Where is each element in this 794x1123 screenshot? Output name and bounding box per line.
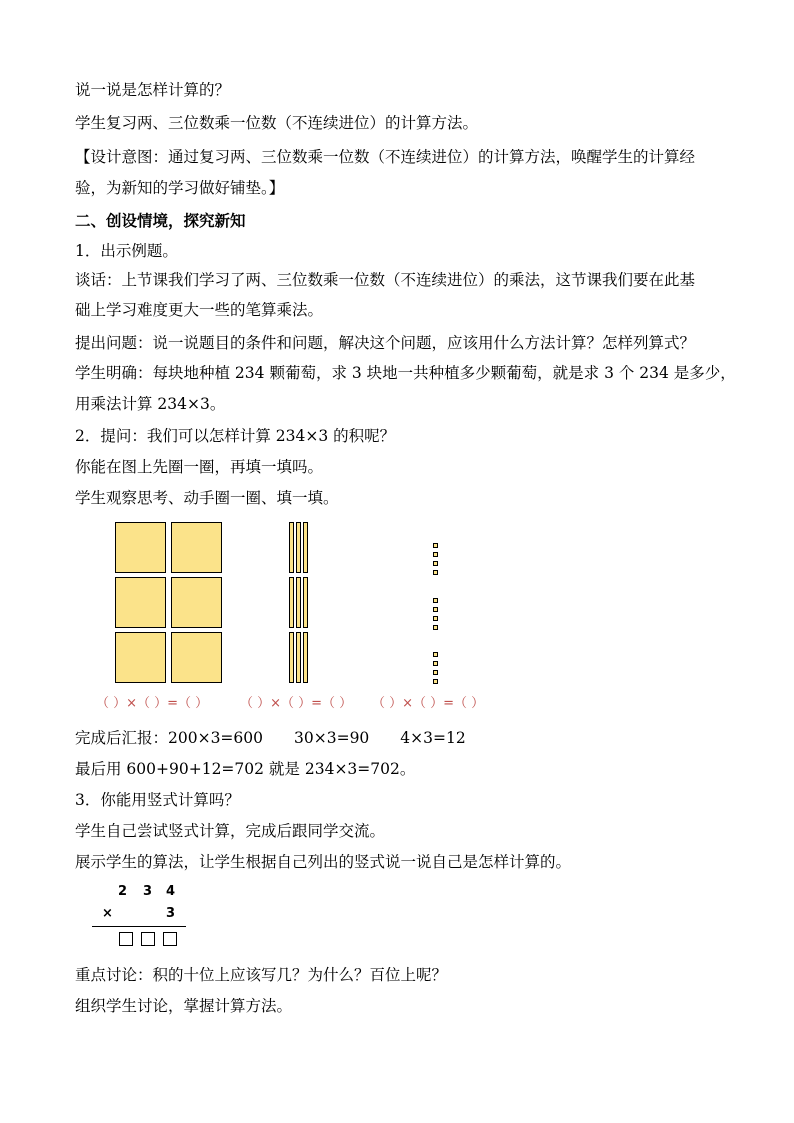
text-line: 础上学习难度更大一些的笔算乘法。 [75,301,324,319]
text-line: 学生自己尝试竖式计算，完成后跟同学交流。 [75,822,386,840]
hundred-block [171,632,222,683]
one-cube [433,679,438,684]
answer-box [119,932,133,946]
text-line: 组织学生讨论，掌握计算方法。 [75,997,293,1015]
digit: 4 [166,884,176,899]
times-sign: × [102,906,113,921]
step-heading: 3．你能用竖式计算吗？ [75,791,240,809]
text-line: 提出问题：说一说题目的条件和问题，解决这个问题，应该用什么方法计算？怎样列算式？ [75,334,696,352]
one-cube [433,625,438,630]
hundred-block [115,522,166,573]
text-line: 用乘法计算 234×3。 [75,395,226,413]
text-line: 谈话：上节课我们学习了两、三位数乘一位数（不连续进位）的乘法，这节课我们要在此基 [75,271,696,289]
text-line: 你能在图上先圈一圈，再填一填吗。 [75,458,324,476]
ten-rod [289,522,294,573]
text-line: 学生复习两、三位数乘一位数（不连续进位）的计算方法。 [75,114,479,132]
one-cube [433,652,438,657]
text-line: 说一说是怎样计算的？ [75,81,231,99]
text-line: 学生观察思考、动手圈一圈、填一填。 [75,489,339,507]
step-heading: 2．提问：我们可以怎样计算 234×3 的积呢？ [75,427,396,445]
text-line: 学生明确：每块地种植 234 颗葡萄，求 3 块地一共种植多少颗葡萄，就是求 3 个 234 是多少， [75,364,736,382]
one-cube [433,598,438,603]
underline [92,926,186,927]
one-cube [433,616,438,621]
hundred-block [115,577,166,628]
step-heading: 1．出示例题。 [75,242,178,260]
ten-rod [289,577,294,628]
text-line: 最后用 600+90+12=702 就是 234×3=702。 [75,760,416,778]
digit: 3 [143,884,153,899]
one-cube [433,543,438,548]
design-intent: 【设计意图：通过复习两、三位数乘一位数（不连续进位）的计算方法，唤醒学生的计算经 [75,148,696,166]
hundred-block [171,577,222,628]
text-line: 重点讨论：积的十位上应该写几？为什么？百位上呢？ [75,966,448,984]
hundred-block [171,522,222,573]
one-cube [433,607,438,612]
design-intent-cont: 验，为新知的学习做好铺垫。】 [75,179,285,197]
ten-rod [296,632,301,683]
fill-in-equation: （ ）×（ ）=（ ） [240,696,353,711]
ten-rod [303,577,308,628]
report-line: 完成后汇报：200×3=600 30×3=90 4×3=12 [75,729,466,747]
ten-rod [303,632,308,683]
ten-rod [289,632,294,683]
answer-box [141,932,155,946]
fill-in-equation: （ ）×（ ）=（ ） [96,696,209,711]
ten-rod [296,522,301,573]
digit: 2 [118,884,128,899]
hundred-block [115,632,166,683]
fill-in-equation: （ ）×（ ）=（ ） [372,696,485,711]
ten-rod [303,522,308,573]
ten-rod [296,577,301,628]
one-cube [433,552,438,557]
one-cube [433,661,438,666]
digit: 3 [166,906,176,921]
section-heading: 二、创设情境，探究新知 [75,211,246,230]
text-line: 展示学生的算法，让学生根据自己列出的竖式说一说自己是怎样计算的。 [75,853,572,871]
answer-box [163,932,177,946]
one-cube [433,570,438,575]
one-cube [433,561,438,566]
one-cube [433,670,438,675]
